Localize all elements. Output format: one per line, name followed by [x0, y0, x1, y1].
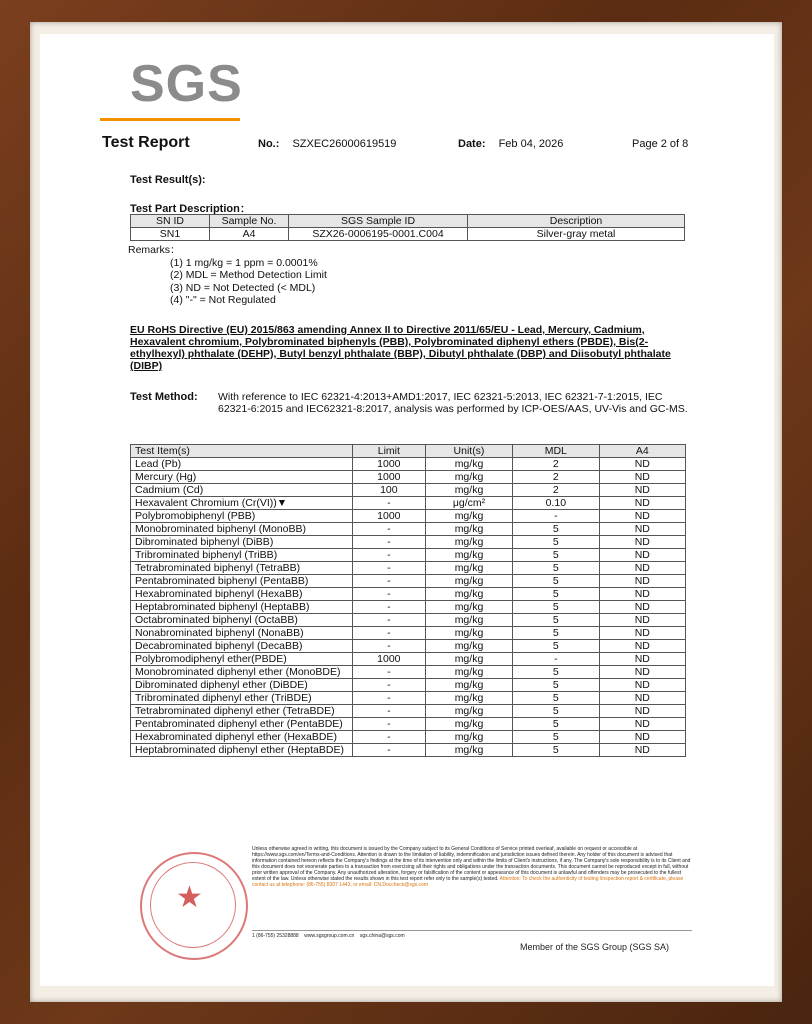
directive-heading: EU RoHS Directive (EU) 2015/863 amending Annex II to Directive 2011/65/EU - Lead, Mercury, Cadmium, Hexavalent chromium, Polybrominated biphenyls (PBB), Polybrominated diphenyl ethers (PBDE), Bis(2-ethylhexyl) phthalate (DEHP), Butyl benzyl phthalate (BBP), Dibutyl phthalate (DBP) and Diisobutyl phthalate (DIBP) [130, 324, 671, 372]
unit-cell: mg/kg [425, 731, 512, 744]
results-row [131, 744, 686, 757]
test-item-cell: Hexavalent Chromium (Cr(VI))▼ [131, 497, 353, 510]
unit-cell: mg/kg [425, 744, 512, 757]
unit-cell: mg/kg [425, 510, 512, 523]
test-item-cell: Monobrominated diphenyl ether (MonoBDE) [131, 666, 353, 679]
test-item-cell: Nonabrominated biphenyl (NonaBB) [131, 627, 353, 640]
unit-cell: mg/kg [425, 666, 512, 679]
results-row [131, 484, 686, 497]
results-row [131, 692, 686, 705]
result-cell: ND [599, 458, 685, 471]
part-sn: SN1 [131, 228, 210, 241]
mdl-cell: 2 [513, 458, 600, 471]
result-cell: ND [599, 666, 685, 679]
part-description-table [130, 214, 685, 241]
limit-cell: - [352, 601, 425, 614]
result-cell: ND [599, 562, 685, 575]
mdl-cell: 5 [513, 523, 600, 536]
report-number-label: No.: [258, 138, 280, 150]
test-item-cell: Tribrominated biphenyl (TriBB) [131, 549, 353, 562]
limit-cell: - [352, 692, 425, 705]
part-table-row [131, 228, 685, 241]
result-cell: ND [599, 549, 685, 562]
unit-cell: mg/kg [425, 562, 512, 575]
report-date-label: Date: [458, 138, 486, 150]
test-item-cell: Polybromobiphenyl (PBB) [131, 510, 353, 523]
disclaimer-text [252, 846, 692, 888]
mdl-cell: - [513, 510, 600, 523]
mdl-cell: - [513, 653, 600, 666]
report-number-value: SZXEC26000619519 [292, 138, 397, 150]
results-row [131, 666, 686, 679]
inspection-seal-stamp [140, 852, 248, 960]
test-item-cell: Hexabrominated diphenyl ether (HexaBDE) [131, 731, 353, 744]
test-item-cell: Tetrabrominated biphenyl (TetraBB) [131, 562, 353, 575]
mdl-cell: 5 [513, 627, 600, 640]
mdl-cell: 5 [513, 588, 600, 601]
results-row [131, 588, 686, 601]
mdl-cell: 5 [513, 536, 600, 549]
part-sgsid: SZX26-0006195-0001.C004 [289, 228, 468, 241]
logo-underline [100, 118, 240, 121]
logo-text: SGS [130, 55, 243, 113]
test-item-cell: Decabrominated biphenyl (DecaBB) [131, 640, 353, 653]
results-row [131, 731, 686, 744]
contact-email: sgs.china@sgs.com [359, 933, 405, 939]
test-item-cell: Pentabrominated diphenyl ether (PentaBDE) [131, 718, 353, 731]
limit-cell: - [352, 549, 425, 562]
limit-cell: - [352, 588, 425, 601]
test-item-cell: Tetrabrominated diphenyl ether (TetraBDE) [131, 705, 353, 718]
sgs-logo [100, 54, 243, 118]
unit-cell: mg/kg [425, 523, 512, 536]
part-table-header [131, 215, 685, 228]
test-item-cell: Pentabrominated biphenyl (PentaBB) [131, 575, 353, 588]
remark-item: (3) ND = Not Detected (< MDL) [170, 281, 316, 294]
remark-item: (1) 1 mg/kg = 1 ppm = 0.0001% [170, 256, 318, 269]
result-cell: ND [599, 718, 685, 731]
authenticity-notice: Attention: To check the authenticity of testing /inspection report & certificate, please contact us at telephone: (86-755) 8307 1443, or email: CN.Doccheck@sgs.com [252, 876, 684, 888]
unit-cell: mg/kg [425, 549, 512, 562]
contact-phone: 1 (86-755) 25328888 [252, 933, 299, 939]
remarks-title: Remarks： [128, 244, 181, 256]
result-cell: ND [599, 640, 685, 653]
result-cell: ND [599, 744, 685, 757]
result-cell: ND [599, 692, 685, 705]
contact-line [252, 930, 692, 939]
results-row [131, 705, 686, 718]
remark-item: (2) MDL = Method Detection Limit [170, 269, 327, 281]
col-a4: A4 [599, 445, 685, 458]
results-row [131, 640, 686, 653]
results-row [131, 458, 686, 471]
mdl-cell: 5 [513, 549, 600, 562]
mdl-cell: 5 [513, 679, 600, 692]
unit-cell: μg/cm² [425, 497, 512, 510]
limit-cell: - [352, 666, 425, 679]
limit-cell: - [352, 562, 425, 575]
report-header [102, 134, 752, 158]
part-col-sgsid: SGS Sample ID [289, 215, 468, 228]
test-item-cell: Tribrominated diphenyl ether (TriBDE) [131, 692, 353, 705]
limit-cell: - [352, 640, 425, 653]
mdl-cell: 5 [513, 692, 600, 705]
report-page [40, 34, 774, 986]
results-row [131, 510, 686, 523]
results-row [131, 549, 686, 562]
part-desc: Silver-gray metal [468, 228, 685, 241]
result-cell: ND [599, 601, 685, 614]
test-item-cell: Dibrominated diphenyl ether (DiBDE) [131, 679, 353, 692]
mdl-cell: 5 [513, 601, 600, 614]
page-number: Page 2 of 8 [632, 138, 689, 150]
limit-cell: 1000 [352, 458, 425, 471]
limit-cell: 1000 [352, 653, 425, 666]
result-cell: ND [599, 588, 685, 601]
limit-cell: - [352, 627, 425, 640]
limit-cell: - [352, 575, 425, 588]
limit-cell: 1000 [352, 471, 425, 484]
results-title: Test Result(s): [130, 174, 206, 186]
result-cell: ND [599, 627, 685, 640]
unit-cell: mg/kg [425, 705, 512, 718]
limit-cell: - [352, 679, 425, 692]
mdl-cell: 2 [513, 484, 600, 497]
limit-cell: - [352, 718, 425, 731]
report-date [458, 138, 563, 150]
results-row [131, 627, 686, 640]
results-row [131, 497, 686, 510]
result-cell: ND [599, 731, 685, 744]
part-col-sn: SN ID [131, 215, 210, 228]
results-row [131, 523, 686, 536]
unit-cell: mg/kg [425, 601, 512, 614]
col-mdl: MDL [513, 445, 600, 458]
limit-cell: - [352, 614, 425, 627]
test-item-cell: Heptabrominated biphenyl (HeptaBB) [131, 601, 353, 614]
test-item-cell: Cadmium (Cd) [131, 484, 353, 497]
report-date-value: Feb 04, 2026 [498, 138, 564, 150]
col-limit: Limit [352, 445, 425, 458]
limit-cell: - [352, 705, 425, 718]
result-cell: ND [599, 510, 685, 523]
mdl-cell: 5 [513, 731, 600, 744]
test-item-cell: Hexabrominated biphenyl (HexaBB) [131, 588, 353, 601]
result-cell: ND [599, 705, 685, 718]
mdl-cell: 0.10 [513, 497, 600, 510]
mdl-cell: 5 [513, 640, 600, 653]
result-cell: ND [599, 484, 685, 497]
unit-cell: mg/kg [425, 484, 512, 497]
unit-cell: mg/kg [425, 458, 512, 471]
results-table [130, 444, 686, 757]
results-row [131, 562, 686, 575]
mdl-cell: 5 [513, 614, 600, 627]
test-method-label: Test Method: [130, 391, 198, 403]
part-col-desc: Description [468, 215, 685, 228]
results-row [131, 614, 686, 627]
results-row [131, 471, 686, 484]
result-cell: ND [599, 536, 685, 549]
unit-cell: mg/kg [425, 692, 512, 705]
test-item-cell: Octabrominated biphenyl (OctaBB) [131, 614, 353, 627]
result-cell: ND [599, 679, 685, 692]
limit-cell: - [352, 523, 425, 536]
star-icon: ★ [176, 881, 203, 914]
col-test-item: Test Item(s) [131, 445, 353, 458]
unit-cell: mg/kg [425, 536, 512, 549]
unit-cell: mg/kg [425, 614, 512, 627]
test-item-cell: Heptabrominated diphenyl ether (HeptaBDE) [131, 744, 353, 757]
contact-website: www.sgsgroup.com.cn [304, 933, 355, 939]
results-row [131, 575, 686, 588]
result-cell: ND [599, 497, 685, 510]
results-row [131, 601, 686, 614]
result-cell: ND [599, 523, 685, 536]
test-item-cell: Mercury (Hg) [131, 471, 353, 484]
mdl-cell: 5 [513, 562, 600, 575]
limit-cell: - [352, 536, 425, 549]
test-item-cell: Lead (Pb) [131, 458, 353, 471]
col-unit: Unit(s) [425, 445, 512, 458]
limit-cell: - [352, 497, 425, 510]
mdl-cell: 5 [513, 575, 600, 588]
limit-cell: - [352, 744, 425, 757]
unit-cell: mg/kg [425, 679, 512, 692]
report-number [258, 138, 396, 150]
result-cell: ND [599, 575, 685, 588]
limit-cell: 100 [352, 484, 425, 497]
part-col-sample: Sample No. [210, 215, 289, 228]
limit-cell: 1000 [352, 510, 425, 523]
results-row [131, 718, 686, 731]
test-item-cell: Monobrominated biphenyl (MonoBB) [131, 523, 353, 536]
member-line: Member of the SGS Group (SGS SA) [520, 942, 670, 952]
limit-cell: - [352, 731, 425, 744]
unit-cell: mg/kg [425, 471, 512, 484]
results-row [131, 679, 686, 692]
results-row [131, 653, 686, 666]
unit-cell: mg/kg [425, 653, 512, 666]
test-method-text: With reference to IEC 62321-4:2013+AMD1:2017, IEC 62321-5:2013, IEC 62321-7-1:2015, IEC 62321-6:2015 and IEC62321-8:2017, analysis was performed by ICP-OES/AAS, UV-Vis and GC-MS. [218, 391, 688, 415]
results-header [131, 445, 686, 458]
result-cell: ND [599, 653, 685, 666]
part-sample: A4 [210, 228, 289, 241]
result-cell: ND [599, 471, 685, 484]
mdl-cell: 5 [513, 718, 600, 731]
unit-cell: mg/kg [425, 575, 512, 588]
test-item-cell: Polybromodiphenyl ether(PBDE) [131, 653, 353, 666]
part-description-title: Test Part Description： [130, 203, 251, 215]
remark-item: (4) "-" = Not Regulated [170, 294, 276, 306]
mdl-cell: 5 [513, 705, 600, 718]
unit-cell: mg/kg [425, 627, 512, 640]
unit-cell: mg/kg [425, 640, 512, 653]
unit-cell: mg/kg [425, 588, 512, 601]
results-row [131, 536, 686, 549]
remarks [128, 244, 327, 307]
mdl-cell: 5 [513, 744, 600, 757]
test-item-cell: Dibrominated biphenyl (DiBB) [131, 536, 353, 549]
unit-cell: mg/kg [425, 718, 512, 731]
mdl-cell: 5 [513, 666, 600, 679]
disclaimer: Unless otherwise agreed in writing, this document is issued by the Company subject to its General Conditions of Service printed overleaf, available on request or accessible at https://www.sgs.com/en/Terms-and-Conditions. Attention is drawn to the limitation of liability, indemnification and jurisdiction issues defined therein. Any holder of this document is advised that information contained hereon reflects the Company's findings at the time of its intervention only and within the limits of Client's instructions, if any. The Company's sole responsibility is to its Client and this document does not exonerate parties to a transaction from exercising all their rights and obligations under the transaction documents. This document cannot be reproduced except in full, without prior written approval of the Company. Any unauthorized alteration, forgery or falsification of the content or appearance of this document is unlawful and offenders may be prosecuted to the fullest extent of the law. Unless otherwise stated the results shown in this test report refer only to the sample(s) tested. [252, 846, 691, 882]
mdl-cell: 2 [513, 471, 600, 484]
report-title: Test Report [102, 134, 190, 151]
result-cell: ND [599, 614, 685, 627]
